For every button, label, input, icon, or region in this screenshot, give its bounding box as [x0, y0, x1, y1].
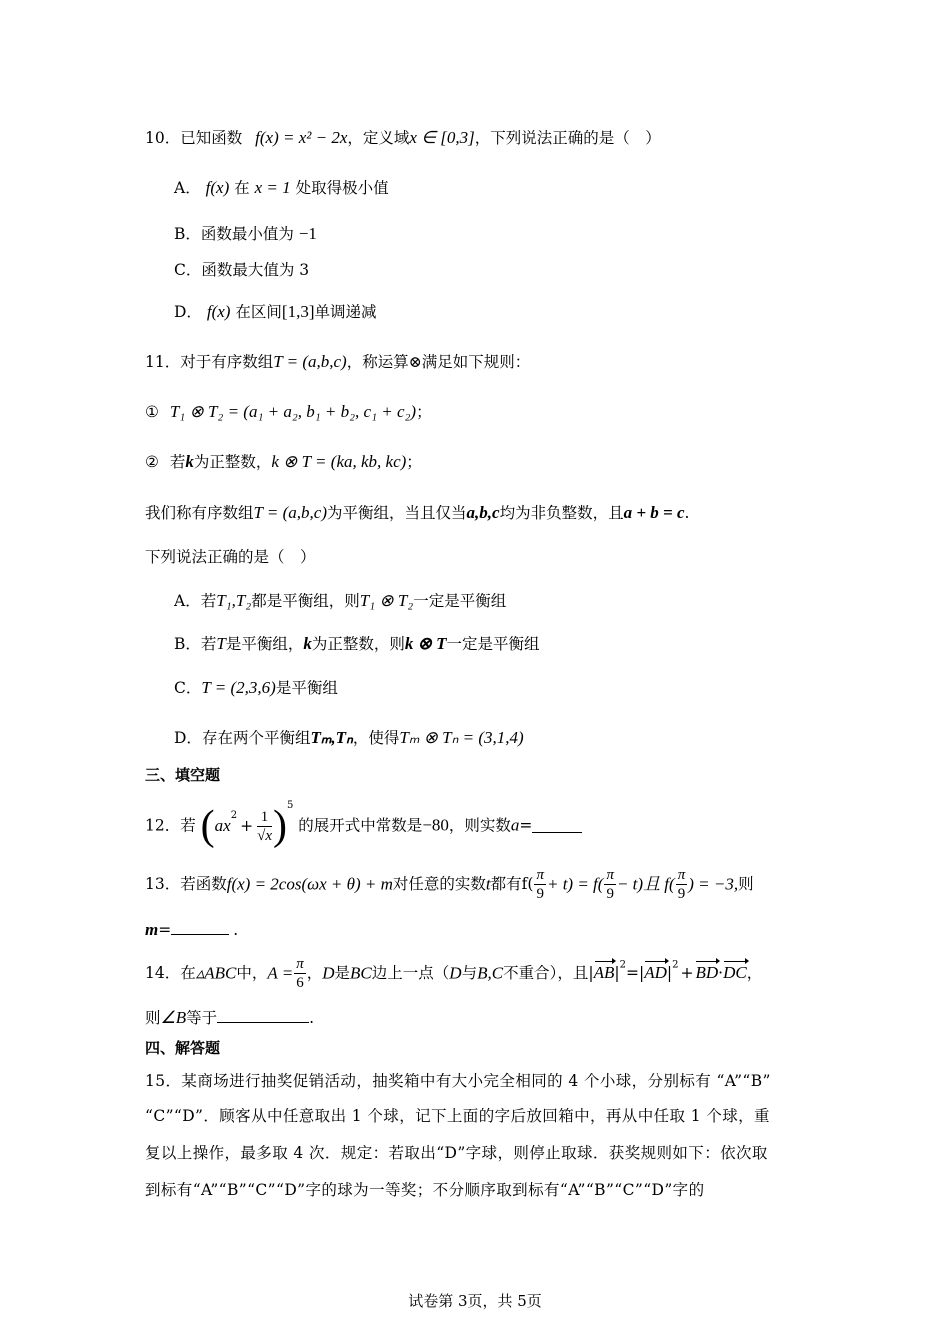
q15-line1: 15．某商场进行抽奖促销活动，抽奖箱中有大小完全相同的 4 个小球，分别标有 “A”“B”	[145, 1072, 771, 1090]
q11-tuple: T = (a,b,c)	[273, 352, 347, 371]
q11-b-post: 一定是平衡组	[446, 635, 540, 653]
q12-fraction	[257, 808, 272, 845]
q11-def-eq: a + b = c	[623, 503, 685, 522]
q14-frac: $\frac{\pi}{6}$	[296, 956, 304, 991]
q11-c-post: 是平衡组	[275, 679, 338, 697]
q13-func: f(x) = 2cos(ωx + θ) + m	[226, 874, 393, 894]
q14-mid4: 与	[461, 964, 478, 983]
q12-expr-plus: +	[240, 816, 254, 835]
q14-line2-pre: 则	[145, 1009, 161, 1027]
q11-b-mid2: 为正整数，则	[311, 635, 405, 653]
q14-mid: 中，	[236, 964, 268, 983]
q11-option-b	[174, 634, 540, 654]
q14-comma: ，	[306, 964, 323, 983]
q14-plus: +	[680, 964, 694, 983]
q13-mid: 对任意的实数	[392, 875, 486, 894]
q12-expr: ($ax^2+$ $\frac{1}{√x}$ )$^5$	[200, 800, 294, 849]
q14-line2	[145, 1008, 314, 1028]
q14-angle: ∠B	[160, 1008, 187, 1027]
q11-a-vars: T₁,T₂	[216, 591, 252, 610]
q14-answer-blank[interactable]	[217, 1008, 309, 1023]
q11-b-k: k	[303, 634, 312, 653]
q11-definition	[145, 503, 689, 523]
q12-var: a	[510, 815, 520, 835]
option-label: C．	[174, 261, 202, 279]
q13-post2: .	[233, 921, 239, 939]
q11-stem-post: ，称运算⊗满足如下规则：	[346, 353, 531, 371]
q13-line1	[145, 866, 754, 910]
q14-mid2: 是	[334, 964, 351, 983]
option-label: A．	[174, 179, 201, 197]
q13-mid2: 都有f(	[490, 875, 534, 894]
q13-mid3: + t) = f(	[546, 874, 604, 894]
q10-a-mid: 在	[234, 179, 250, 197]
q10-a-func: f(x)	[205, 178, 230, 197]
q11-rule2-mid: 为正整数，	[193, 453, 272, 471]
q10-domain-pre: ，定义域	[347, 129, 410, 147]
q13-mid5: 且 f(	[643, 874, 675, 894]
section-heading-fill-in: 三、填空题	[145, 766, 221, 784]
q12-frac-den: √x	[257, 827, 272, 844]
option-label: A．	[174, 592, 201, 610]
q11-option-d	[174, 728, 524, 748]
q11-c-expr: T = (2,3,6)	[201, 678, 276, 697]
q10-b-val: −1	[298, 224, 317, 243]
q11-option-a	[174, 591, 506, 611]
q14-eq: =	[625, 964, 639, 983]
q12-eq: =	[519, 816, 533, 835]
section-heading-solutions: 四、解答题	[145, 1039, 221, 1057]
q12-expr-a: ax	[214, 815, 231, 835]
q11-b-T: T	[216, 634, 226, 653]
q11-b-pre: 若	[200, 635, 217, 653]
page-footer: 试卷第 3页，共 5页	[408, 1292, 542, 1310]
option-label: B．	[174, 635, 201, 653]
q11-question	[145, 548, 316, 567]
q12-mid: 的展开式中常数是	[298, 816, 423, 835]
q12-answer-blank[interactable]	[532, 818, 582, 833]
q15-line3: 复以上操作，最多取 4 次．规定：若取出“D”字球，则停止取球．获奖规则如下：依次取	[145, 1144, 768, 1162]
q15-line2: “C”“D”．顾客从中任意取出 1 个球，记下上面的字后放回箱中，再从中任取 1 个球，重	[145, 1107, 770, 1125]
option-label: B．	[174, 225, 201, 243]
q14-line2-post: .	[309, 1009, 315, 1027]
q14-mid3: 边上一点（	[371, 964, 450, 983]
q14-tri: ▵ABC	[195, 963, 237, 983]
q13-mid6: ) = −3,	[688, 874, 739, 894]
q11-rule2-post: ；	[406, 453, 422, 471]
q14-D: D	[322, 963, 335, 983]
q11-num: 11．对于有序数组	[145, 353, 274, 371]
q11-a-pre: 若	[200, 592, 217, 610]
q11-def-post: .	[684, 504, 690, 522]
q14-mid5: 不重合），且	[503, 964, 589, 983]
q11-d-mid: ，使得	[352, 729, 400, 747]
q11-def-vars: a,b,c	[466, 503, 500, 522]
q14-num: 14．在	[145, 964, 196, 983]
q11-def-tuple: T = (a,b,c)	[253, 503, 328, 522]
q10-func: f(x) = x² − 2x	[255, 128, 348, 147]
q12-expr-exp: 2	[230, 810, 238, 821]
q10-a-post: 处取得极小值	[295, 179, 389, 197]
q14-post: ，	[746, 964, 763, 983]
q10-option-a	[174, 178, 389, 198]
q13-answer-blank[interactable]	[171, 920, 229, 935]
q10-option-b	[174, 224, 317, 244]
q13-frac-3: $\frac{\pi}{9}$	[677, 867, 686, 902]
q10-option-d	[174, 302, 377, 322]
q10-d-mid: 在区间	[235, 303, 282, 321]
q11-def-mid: 为平衡组，当且仅当	[327, 504, 467, 522]
q11-rule2-expr: k ⊗ T = (ka, kb, kc)	[271, 452, 407, 471]
q14-A-eq: A =	[267, 963, 294, 983]
q11-rule1-expr: T₁ ⊗ T₂ = (a₁ + a₂, b₁ + b₂, c₁ + c₂)	[169, 402, 417, 421]
q14-sq-2: 2	[672, 959, 679, 971]
q13-num: 13．若函数	[145, 875, 227, 894]
q11-a-mid: 都是平衡组，则	[251, 592, 360, 610]
q14-vec-DC: DC	[723, 963, 747, 983]
q10-stem	[145, 128, 661, 148]
q13-eq: =	[158, 921, 172, 939]
q11-stem	[145, 352, 530, 372]
rule-label: ②	[145, 453, 159, 471]
rule-label: ①	[145, 403, 159, 421]
q14-vec-BD: BD	[695, 963, 719, 983]
q10-d-interval: [1,3]	[281, 302, 315, 321]
q10-b-text: 函数最小值为	[200, 225, 294, 243]
q10-option-c	[174, 261, 309, 280]
q10-d-post: 单调递减	[314, 303, 377, 321]
q12-val: −80	[422, 815, 449, 835]
q14-BC: BC	[350, 963, 372, 983]
q14-BCvars: B,C	[477, 963, 504, 983]
q12-outer-exp: 5	[286, 800, 294, 811]
q11-b-expr: k ⊗ T	[404, 634, 447, 653]
q12-num: 12．若	[145, 816, 196, 835]
q14-line1: 14．在▵ABC中，A = $\frac{\pi}{6}$ ，D是BC边上一点（D与B,C不重合），且$|AB|^2=|AD|^2 + BD\cdot DC$，	[145, 956, 763, 991]
q13-post: 则	[738, 875, 754, 894]
q11-a-expr: T₁ ⊗ T₂	[359, 591, 414, 610]
q10-num: 10．已知函数	[145, 129, 243, 147]
q12-frac-num: 1	[257, 808, 272, 827]
q11-rule-2	[145, 452, 422, 472]
q14-sq-1: 2	[619, 959, 626, 971]
option-label: D．	[174, 729, 202, 747]
q13-frac-2: $\frac{\pi}{9}$	[606, 867, 614, 902]
q11-d-pre: 存在两个平衡组	[201, 729, 311, 747]
option-label: C．	[174, 679, 202, 697]
q11-def-pre: 我们称有序数组	[145, 504, 254, 522]
q11-question-text: 下列说法正确的是（ ）	[145, 548, 316, 566]
q13-t: t	[485, 874, 491, 894]
q11-rule2-pre: 若	[169, 453, 186, 471]
q13-var-m: m	[145, 920, 159, 939]
q10-a-val: x = 1	[254, 178, 291, 197]
q11-rule2-k: k	[185, 452, 194, 471]
q13-line2	[145, 920, 238, 940]
q10-d-func: f(x)	[206, 302, 231, 321]
q11-b-mid: 是平衡组，	[225, 635, 304, 653]
q11-d-expr: Tₘ ⊗ Tₙ = (3,1,4)	[399, 728, 524, 747]
q13-mid4: − t)	[616, 874, 644, 894]
option-label: D．	[174, 303, 202, 321]
q14-D2: D	[449, 963, 462, 983]
q14-vec-AB: AB	[593, 963, 615, 983]
q11-rule1-post: ；	[416, 403, 432, 421]
q13-frac-1: $\frac{\pi}{9}$	[536, 867, 544, 902]
q11-a-post: 一定是平衡组	[413, 592, 507, 610]
q14-dot: ·	[718, 964, 724, 983]
q10-c-text: 函数最大值为 3	[201, 261, 310, 279]
q12-post: ，则实数	[448, 816, 511, 835]
q11-d-vars: Tₘ,Tₙ	[310, 728, 353, 747]
q15-line4: 到标有“A”“B”“C”“D”字的球为一等奖；不分顺序取到标有“A”“B”“C”“D”字的	[145, 1181, 705, 1199]
q11-def-mid2: 均为非负整数，且	[499, 504, 624, 522]
q14-line2-mid: 等于	[186, 1009, 218, 1027]
q10-domain: x ∈ [0,3]	[409, 128, 475, 147]
q14-vec-AD: AD	[644, 963, 667, 983]
q12-line	[145, 800, 582, 856]
q11-rule-1	[145, 402, 432, 422]
q10-stem-post: ，下列说法正确的是（ ）	[474, 129, 661, 147]
q11-option-c	[174, 678, 338, 698]
